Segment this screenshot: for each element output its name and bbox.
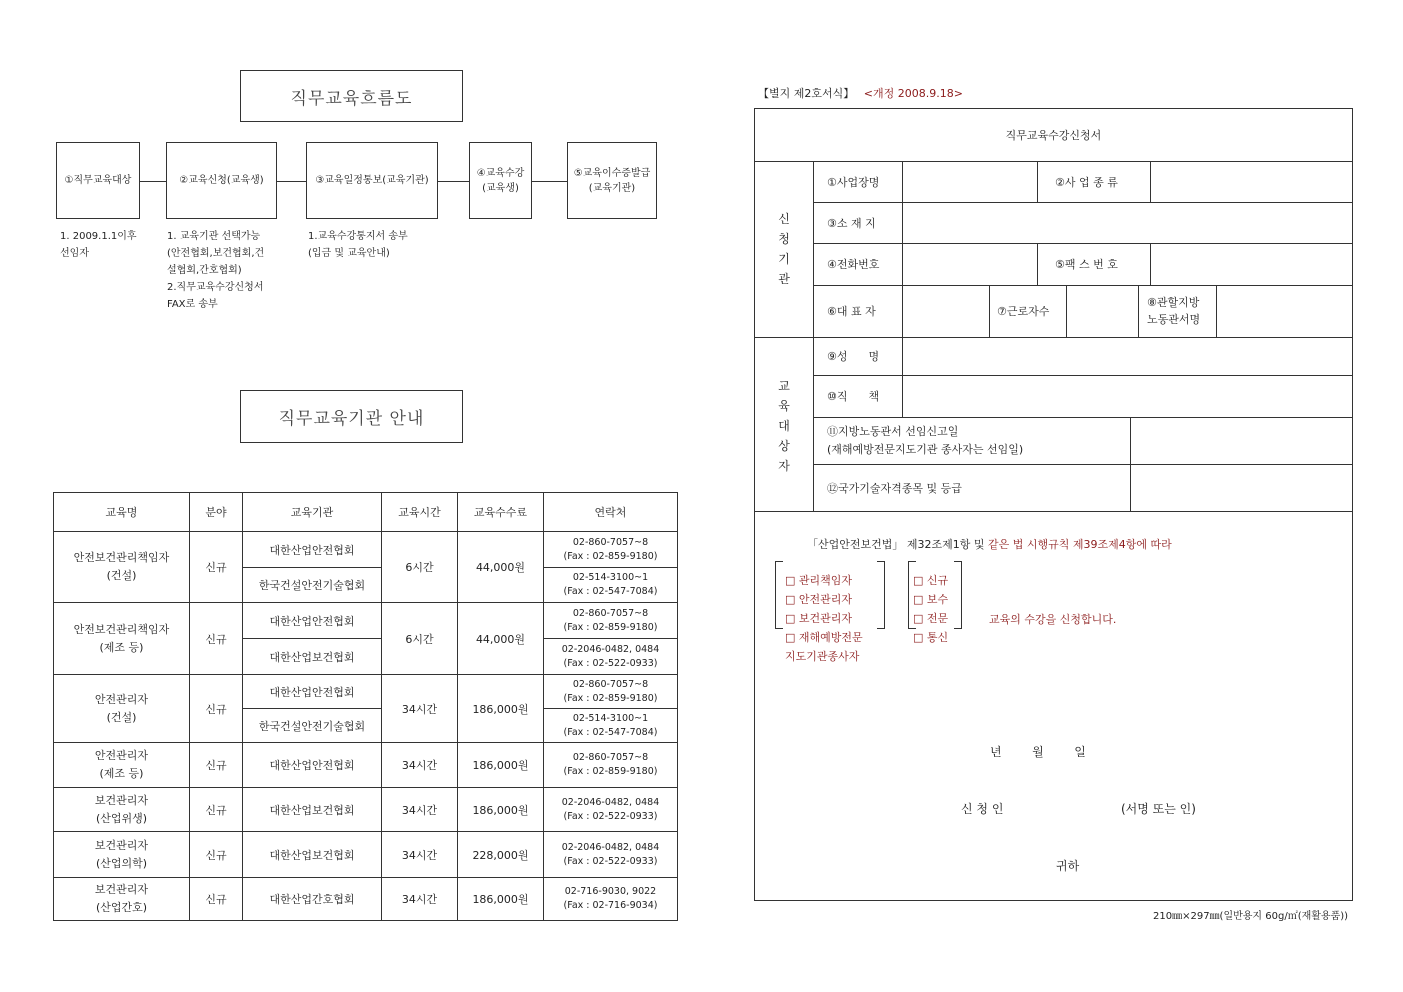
institutions-table: [53, 492, 678, 921]
applicant-label: 신 청 인: [961, 802, 1004, 816]
course-fee: 44,000원: [458, 532, 544, 603]
trainee-position-field[interactable]: [903, 376, 1351, 417]
label-ceo: ⑥대 표 자: [827, 305, 876, 318]
label-phone: ④전화번호: [827, 258, 880, 271]
form-number: 【별지 제2호서식】: [758, 87, 855, 100]
col-header-fee: 교육수수료: [458, 493, 544, 532]
course-time: 34시간: [382, 743, 458, 788]
course-org: 대한산업안전협회: [243, 532, 382, 568]
signature-label[interactable]: (서명 또는 인): [1121, 802, 1196, 816]
flow-step-apply: ②교육신청(교육생): [166, 142, 277, 219]
course-name: 안전보건관리책임자 (건설): [54, 532, 190, 603]
label-name: ⑨성 명: [827, 350, 880, 363]
form-header: [758, 85, 963, 101]
course-contact: 02-860-7057~8 (Fax : 02-859-9180): [544, 532, 678, 568]
col-header-field: 분야: [190, 493, 243, 532]
fax-field[interactable]: [1151, 244, 1351, 285]
course-org: 대한산업간호협회: [243, 878, 382, 921]
course-contact: 02-860-7057~8 (Fax : 02-859-9180): [544, 603, 678, 639]
label-business-name: ①사업장명: [827, 175, 880, 189]
form-revised-date: <개정 2008.9.18>: [863, 87, 963, 100]
flow-step-schedule: ③교육일정통보(교육기관): [306, 142, 438, 219]
course-org: 대한산업보건협회: [243, 639, 382, 675]
course-field: 신규: [190, 832, 243, 878]
course-org: 대한산업안전협회: [243, 603, 382, 639]
course-time: 34시간: [382, 788, 458, 832]
table-row: [54, 832, 678, 878]
table-row: [54, 675, 678, 709]
label-address: ③소 재 지: [827, 216, 876, 230]
law-text-a: 「산업안전보건법」 제32조제1항 및: [807, 538, 988, 551]
course-fee: 228,000원: [458, 832, 544, 878]
course-name: 보건관리자 (산업위생): [54, 788, 190, 832]
label-workers: ⑦근로자수: [997, 305, 1050, 318]
course-field: 신규: [190, 878, 243, 921]
table-row: [54, 743, 678, 788]
label-position: ⑩직 책: [827, 390, 880, 403]
label-license: ⑫국가기술자격종목 및 등급: [827, 481, 962, 495]
flow-note-schedule: 1.교육수강통지서 송부 (입금 및 교육안내): [308, 231, 408, 259]
law-reference: [807, 536, 1172, 552]
course-name: 보건관리자 (산업간호): [54, 878, 190, 921]
course-time: 34시간: [382, 832, 458, 878]
labor-office-field[interactable]: [1217, 286, 1351, 337]
course-contact: 02-860-7057~8 (Fax : 02-859-9180): [544, 675, 678, 709]
course-field: 신규: [190, 743, 243, 788]
workers-field[interactable]: [1067, 286, 1138, 337]
course-fee: 186,000원: [458, 878, 544, 921]
course-time: 6시간: [382, 532, 458, 603]
col-header-time: 교육시간: [382, 493, 458, 532]
course-fee: 186,000원: [458, 675, 544, 743]
roles-bracket-right: [877, 561, 885, 629]
license-field[interactable]: [1131, 465, 1351, 511]
course-org: 한국건설안전기술협회: [243, 709, 382, 743]
course-name: 보건관리자 (산업의학): [54, 832, 190, 878]
course-contact: 02-2046-0482, 0484 (Fax : 02-522-0933): [544, 788, 678, 832]
col-header-contact: 연락처: [544, 493, 678, 532]
trainee-name-field[interactable]: [903, 338, 1351, 375]
table-row: [54, 532, 678, 568]
business-name-field[interactable]: [903, 162, 1037, 202]
table-row: [54, 788, 678, 832]
section-trainee-label: 교 육 대 상 자: [778, 379, 790, 473]
report-date-field[interactable]: [1131, 418, 1351, 464]
flow-note-apply: 1. 교육기관 선택가능 (안전협회,보건협회,건 설협회,간호협회) 2.직무교육수강신청서 FAX로 송부: [167, 231, 265, 310]
form-title: 직무교육수강신청서: [1005, 129, 1102, 142]
ceo-field[interactable]: [903, 286, 989, 337]
type-checkboxes[interactable]: □ 신규 □ 보수 □ 전문 □ 통신: [913, 574, 949, 644]
flow-title: 직무교육흐름도: [240, 70, 463, 122]
flow-step-certificate: ⑤교육이수증발급 (교육기관): [567, 142, 657, 219]
course-contact: 02-716-9030, 9022 (Fax : 02-716-9034): [544, 878, 678, 921]
course-org: 대한산업안전협회: [243, 743, 382, 788]
date-line: 년 월 일: [990, 745, 1086, 759]
course-time: 34시간: [382, 675, 458, 743]
col-header-org: 교육기관: [243, 493, 382, 532]
role-checkboxes[interactable]: □ 관리책임자 □ 안전관리자 □ 보건관리자 □ 재해예방전문 지도기관종사자: [785, 574, 863, 663]
label-business-type: ②사 업 종 류: [1055, 175, 1118, 189]
section-applicant-label: 신 청 기 관: [778, 212, 790, 286]
course-contact: 02-2046-0482, 0484 (Fax : 02-522-0933): [544, 832, 678, 878]
course-fee: 186,000원: [458, 788, 544, 832]
course-field: 신규: [190, 788, 243, 832]
business-type-field[interactable]: [1151, 162, 1351, 202]
course-name: 안전관리자 (제조 등): [54, 743, 190, 788]
course-name: 안전관리자 (건설): [54, 675, 190, 743]
phone-field[interactable]: [903, 244, 1037, 285]
table-row: [54, 603, 678, 639]
course-org: 대한산업보건협회: [243, 832, 382, 878]
types-bracket-right: [954, 561, 962, 629]
col-header-name: 교육명: [54, 493, 190, 532]
course-field: 신규: [190, 532, 243, 603]
course-contact: 02-514-3100~1 (Fax : 02-547-7084): [544, 568, 678, 603]
course-contact: 02-2046-0482, 0484 (Fax : 02-522-0933): [544, 639, 678, 675]
label-labor-office: ⑧관할지방 노동관서명: [1147, 296, 1201, 326]
application-form: [754, 108, 1353, 901]
course-org: 한국건설안전기술협회: [243, 568, 382, 603]
table-row: [54, 878, 678, 921]
label-fax: ⑤팩 스 번 호: [1055, 258, 1118, 271]
course-name: 안전보건관리책임자 (제조 등): [54, 603, 190, 675]
course-fee: 44,000원: [458, 603, 544, 675]
course-contact: 02-514-3100~1 (Fax : 02-547-7084): [544, 709, 678, 743]
flow-step-target: ①직무교육대상: [56, 142, 140, 219]
institutions-title: 직무교육기관 안내: [240, 390, 463, 443]
paper-spec: 210㎜×297㎜(일반용지 60g/㎡(재활용품)): [1153, 911, 1349, 922]
course-org: 대한산업안전협회: [243, 675, 382, 709]
apply-statement: 교육의 수강을 신청합니다.: [989, 613, 1117, 626]
recipient-label: 귀하: [1056, 859, 1080, 873]
roles-bracket-left: [775, 561, 783, 629]
course-fee: 186,000원: [458, 743, 544, 788]
flow-note-target: 1. 2009.1.1이후 선임자: [60, 231, 137, 259]
course-field: 신규: [190, 675, 243, 743]
course-field: 신규: [190, 603, 243, 675]
label-report-date: ⑪지방노동관서 선임신고일 (재해예방전문지도기관 종사자는 선임일): [827, 424, 1024, 456]
table-header-row: [54, 493, 678, 532]
address-field[interactable]: [903, 203, 1351, 243]
course-time: 6시간: [382, 603, 458, 675]
course-contact: 02-860-7057~8 (Fax : 02-859-9180): [544, 743, 678, 788]
flow-step-attend: ④교육수강 (교육생): [469, 142, 532, 219]
course-time: 34시간: [382, 878, 458, 921]
law-text-b: 같은 법 시행규칙 제39조제4항에 따라: [988, 538, 1172, 551]
course-org: 대한산업보건협회: [243, 788, 382, 832]
